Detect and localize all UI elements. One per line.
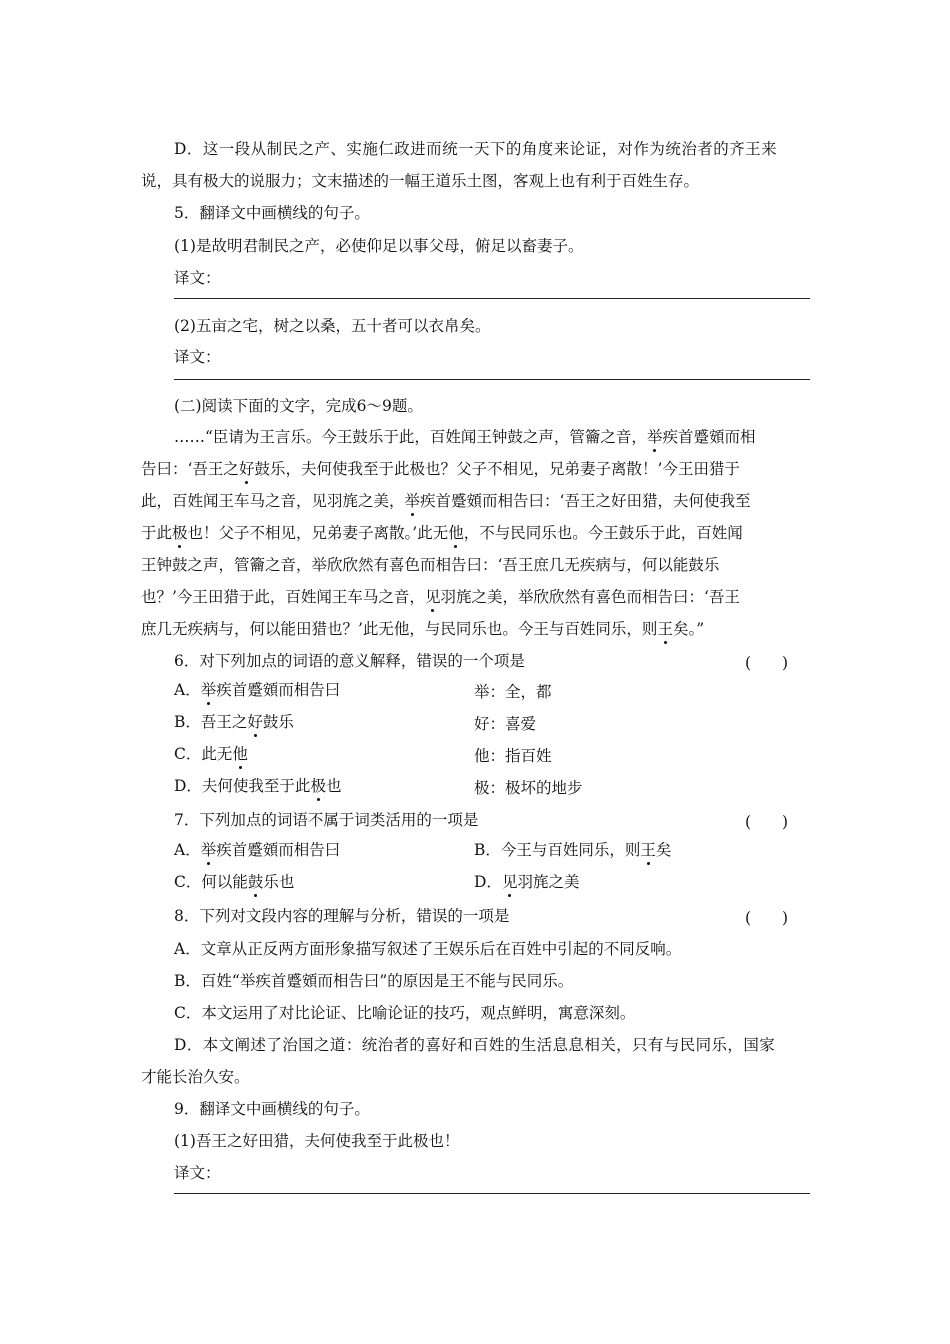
passage-line	[174, 427, 755, 447]
passage-text: 羽旄之美，举欣欣然有喜色而相告曰：‘吾王	[440, 588, 740, 606]
q5-answer-label2: 译文：	[174, 348, 221, 366]
option-text: 鼓乐	[262, 713, 294, 731]
passage-text: 告曰：‘吾王之	[141, 460, 239, 478]
passage-text: 于此	[141, 524, 173, 542]
emphasis-dotted-word: 举	[200, 841, 217, 859]
q7-option-c	[174, 872, 294, 892]
q4-option-d-line2: 说，具有极大的说服力；文末描述的一幅王道乐土图，客观上也有利于百姓生存。	[141, 172, 700, 190]
q7-answer-blank: ( )	[745, 813, 789, 831]
q8-option-d-line1: D．本文阐述了治国之道：统治者的喜好和百姓的生活息息相关，只有与民同乐，国家	[174, 1036, 776, 1054]
option-text: C．何以能	[174, 873, 248, 891]
passage-text: 庶几无疾病与，何以能田猎也？’此无他，与民同乐也。今王与百姓同乐，则	[141, 620, 658, 638]
q4-option-d-line1: D．这一段从制民之产、实施仁政进而统一天下的角度来论证，对作为统治者的齐王来	[174, 140, 778, 158]
passage-line	[141, 587, 740, 607]
q5-item1: (1)是故明君制民之产，必使仰足以事父母，俯足以畜妻子。	[174, 237, 584, 255]
q7-option-b	[474, 840, 671, 860]
q9-answer-label1: 译文：	[174, 1164, 221, 1182]
emphasis-dotted-word: 见	[501, 873, 518, 891]
q8-answer-blank: ( )	[745, 909, 789, 927]
emphasis-dotted-word: 举	[404, 492, 421, 510]
q6-option-d-gloss: 极：极坏的地步	[474, 779, 583, 797]
passage-line	[141, 459, 740, 479]
q9-item1: (1)吾王之好田猎，夫何使我至于此极也！	[174, 1132, 460, 1150]
emphasis-dotted-word: 他	[232, 745, 248, 763]
emphasis-dotted-word: 王	[657, 620, 673, 638]
emphasis-dotted-word: 他	[448, 524, 464, 542]
answer-rule	[174, 379, 810, 380]
q6-option-a	[174, 680, 340, 700]
section2-intro: (二)阅读下面的文字，完成6～9题。	[174, 397, 423, 415]
passage-text: 疾首蹙頞而相告曰：‘吾王之好田猎，夫何使我至	[420, 492, 751, 510]
passage-line: 王钟鼓之声，管籥之音，举欣欣然有喜色而相告曰：‘吾王庶几无疾病与，何以能鼓乐	[141, 556, 720, 574]
passage-text: 也！父子不相见，兄弟妻子离散。’此无	[187, 524, 449, 542]
option-text: A．	[174, 681, 201, 699]
passage-text: 矣。”	[672, 620, 705, 638]
emphasis-dotted-word: 王	[640, 841, 656, 859]
option-text: A．	[174, 841, 201, 859]
emphasis-dotted-word: 见	[424, 588, 441, 606]
q8-option-b: B．百姓“举疾首蹙頞而相告曰”的原因是王不能与民同乐。	[174, 972, 574, 990]
q8-option-a: A．文章从正反两方面形象描写叙述了王娱乐后在百姓中引起的不同反响。	[174, 940, 682, 958]
q6-option-a-gloss: 举：全，都	[474, 683, 552, 701]
option-text: 乐也	[263, 873, 295, 891]
option-text: 也	[325, 777, 342, 795]
q7-stem: 7．下列加点的词语不属于词类活用的一项是	[174, 811, 479, 829]
q6-option-d	[174, 776, 341, 796]
option-text: B．今王与百姓同乐，则	[474, 841, 641, 859]
q5-stem: 5．翻译文中画横线的句子。	[174, 204, 370, 222]
passage-line	[141, 523, 743, 543]
emphasis-dotted-word: 鼓	[247, 873, 264, 891]
option-text: 羽旄之美	[517, 873, 580, 891]
q5-item2: (2)五亩之宅，树之以桑，五十者可以衣帛矣。	[174, 317, 491, 335]
option-text: 矣	[655, 841, 672, 859]
answer-rule	[174, 298, 810, 299]
emphasis-dotted-word: 举	[200, 681, 217, 699]
option-text: D．夫何使我至于此	[174, 777, 311, 795]
q9-stem: 9．翻译文中画横线的句子。	[174, 1100, 370, 1118]
answer-rule	[174, 1193, 810, 1194]
q8-option-d-line2: 才能长治久安。	[141, 1068, 250, 1086]
q6-option-b	[174, 712, 294, 732]
emphasis-dotted-word: 举	[646, 428, 663, 446]
q6-option-c-gloss: 他：指百姓	[474, 747, 552, 765]
option-text: B．吾王之	[174, 713, 248, 731]
option-text: D．	[474, 873, 502, 891]
q6-stem: 6．对下列加点的词语的意义解释，错误的一个项是	[174, 652, 525, 670]
q5-answer-label1: 译文：	[174, 269, 221, 287]
q6-answer-blank: ( )	[745, 654, 789, 672]
option-text: C．此无	[174, 745, 233, 763]
emphasis-dotted-word: 极	[172, 524, 188, 542]
q7-option-d	[474, 872, 579, 892]
passage-text: ，不与民同乐也。今王鼓乐于此，百姓闻	[463, 524, 743, 542]
q6-option-b-gloss: 好：喜爱	[474, 715, 537, 733]
passage-text: 鼓乐，夫何使我至于此极也？父子不相见，兄弟妻子离散！’今王田猎于	[254, 460, 740, 478]
passage-line	[141, 619, 704, 639]
emphasis-dotted-word: 好	[247, 713, 263, 731]
passage-text: 此，百姓闻王车马之音，见羽旄之美，	[141, 492, 405, 510]
emphasis-dotted-word: 极	[310, 777, 326, 795]
passage-text: ……“臣请为王言乐。今王鼓乐于此，百姓闻王钟鼓之声，管籥之音，	[174, 428, 647, 446]
passage-text: 也？’今王田猎于此，百姓闻王车马之音，	[141, 588, 425, 606]
emphasis-dotted-word: 好	[238, 460, 255, 478]
passage-line	[141, 491, 750, 511]
q6-option-c	[174, 744, 248, 764]
option-text: 疾首蹙頞而相告曰	[216, 681, 341, 699]
q7-option-a	[174, 840, 340, 860]
q8-option-c: C．本文运用了对比论证、比喻论证的技巧，观点鲜明，寓意深刻。	[174, 1004, 636, 1022]
q8-stem: 8．下列对文段内容的理解与分析，错误的一项是	[174, 907, 510, 925]
passage-text: 疾首蹙頞而相	[662, 428, 756, 446]
option-text: 疾首蹙頞而相告曰	[216, 841, 341, 859]
